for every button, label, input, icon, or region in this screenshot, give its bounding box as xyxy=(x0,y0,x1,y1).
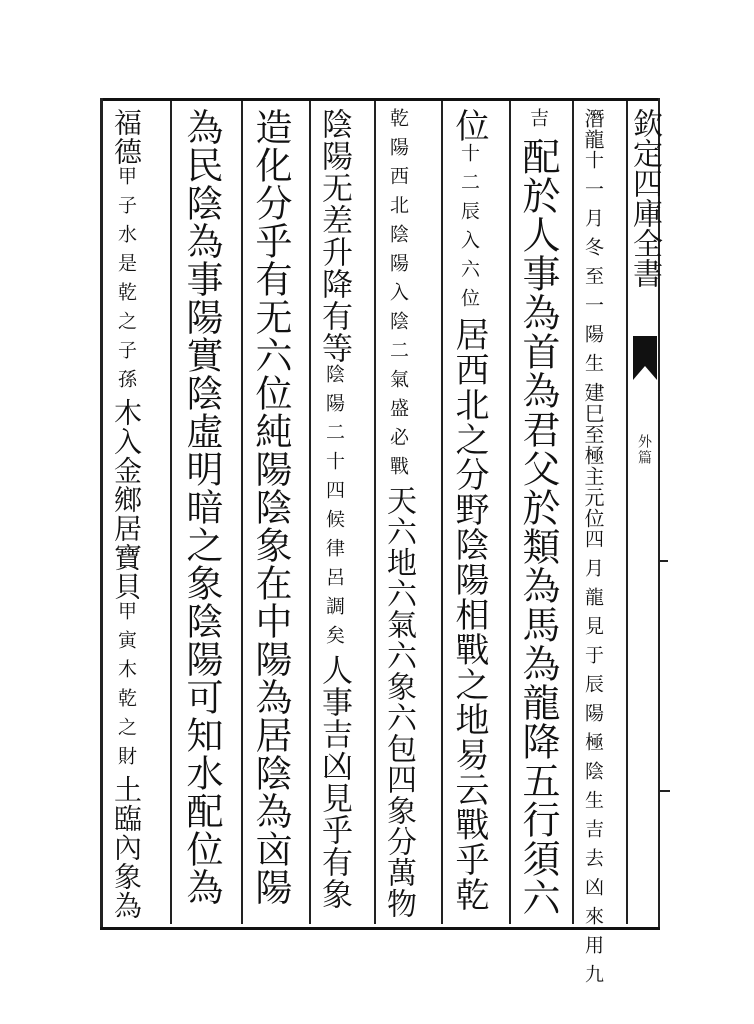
main-text: 土臨內象為 xyxy=(110,775,143,920)
frame-left-border xyxy=(100,98,103,927)
text-column-6 xyxy=(249,108,291,906)
column-rule xyxy=(572,101,574,924)
main-text: 福德 xyxy=(110,108,143,166)
main-text: 為民陰為事陽實陰虛明暗之象陰陽可知水配位為 xyxy=(180,108,223,906)
column-rule xyxy=(309,101,311,924)
annotation-note: 十一月冬至一陽生 xyxy=(582,150,604,382)
main-text: 人事吉凶見乎有象 xyxy=(316,654,352,910)
text-column-4 xyxy=(381,108,416,919)
text-column-5 xyxy=(316,108,352,910)
annotation-note: 吉 xyxy=(527,108,549,137)
text-column-7 xyxy=(180,108,222,906)
annotation-note: 甲子水是乾之子孫 xyxy=(115,166,137,398)
section-label: 外篇 xyxy=(636,434,652,466)
main-text: 潛龍 xyxy=(581,108,605,150)
main-text: 位 xyxy=(449,108,489,143)
column-rule xyxy=(374,101,376,924)
annotation-note: 甲寅木乾之財 xyxy=(115,601,137,775)
text-column-8 xyxy=(110,108,143,920)
main-text: 天六地六氣六象六包四象分萬物 xyxy=(381,485,416,919)
main-text: 陰陽无差升降有等 xyxy=(316,108,352,364)
annotation-note: 陰陽二十四候律呂調矣 xyxy=(323,364,345,654)
text-column-3 xyxy=(449,108,488,912)
main-text: 居西北之分野陰陽相戰之地易云戰乎乾 xyxy=(449,317,489,912)
annotation-note: 四月龍見于辰陽極陰生吉去凶來用九 xyxy=(582,529,604,993)
main-text: 木入金鄉居寶貝 xyxy=(110,398,143,601)
column-rule xyxy=(241,101,243,924)
margin-tick xyxy=(660,790,670,792)
column-rule xyxy=(509,101,511,924)
column-rule xyxy=(170,101,172,924)
main-text: 配於人事為首為君父於類為馬為龍降五行須六 xyxy=(516,137,560,917)
column-rule xyxy=(441,101,443,924)
annotation-note: 十二辰入六位 xyxy=(458,143,480,317)
main-text: 建巳至極主元位 xyxy=(581,382,605,529)
annotation-note: 乾陽西北陰陽入陰二氣盛必戰 xyxy=(387,108,409,485)
fish-tail-mark-icon xyxy=(633,336,657,380)
book-title: 欽定四庫全書 xyxy=(627,108,662,288)
margin-tick xyxy=(660,560,668,562)
text-column-2 xyxy=(516,108,559,917)
main-text: 造化分乎有无六位純陽陰象在中陽為居陰為㐫陽 xyxy=(249,108,292,906)
text-column-1 xyxy=(580,108,605,993)
